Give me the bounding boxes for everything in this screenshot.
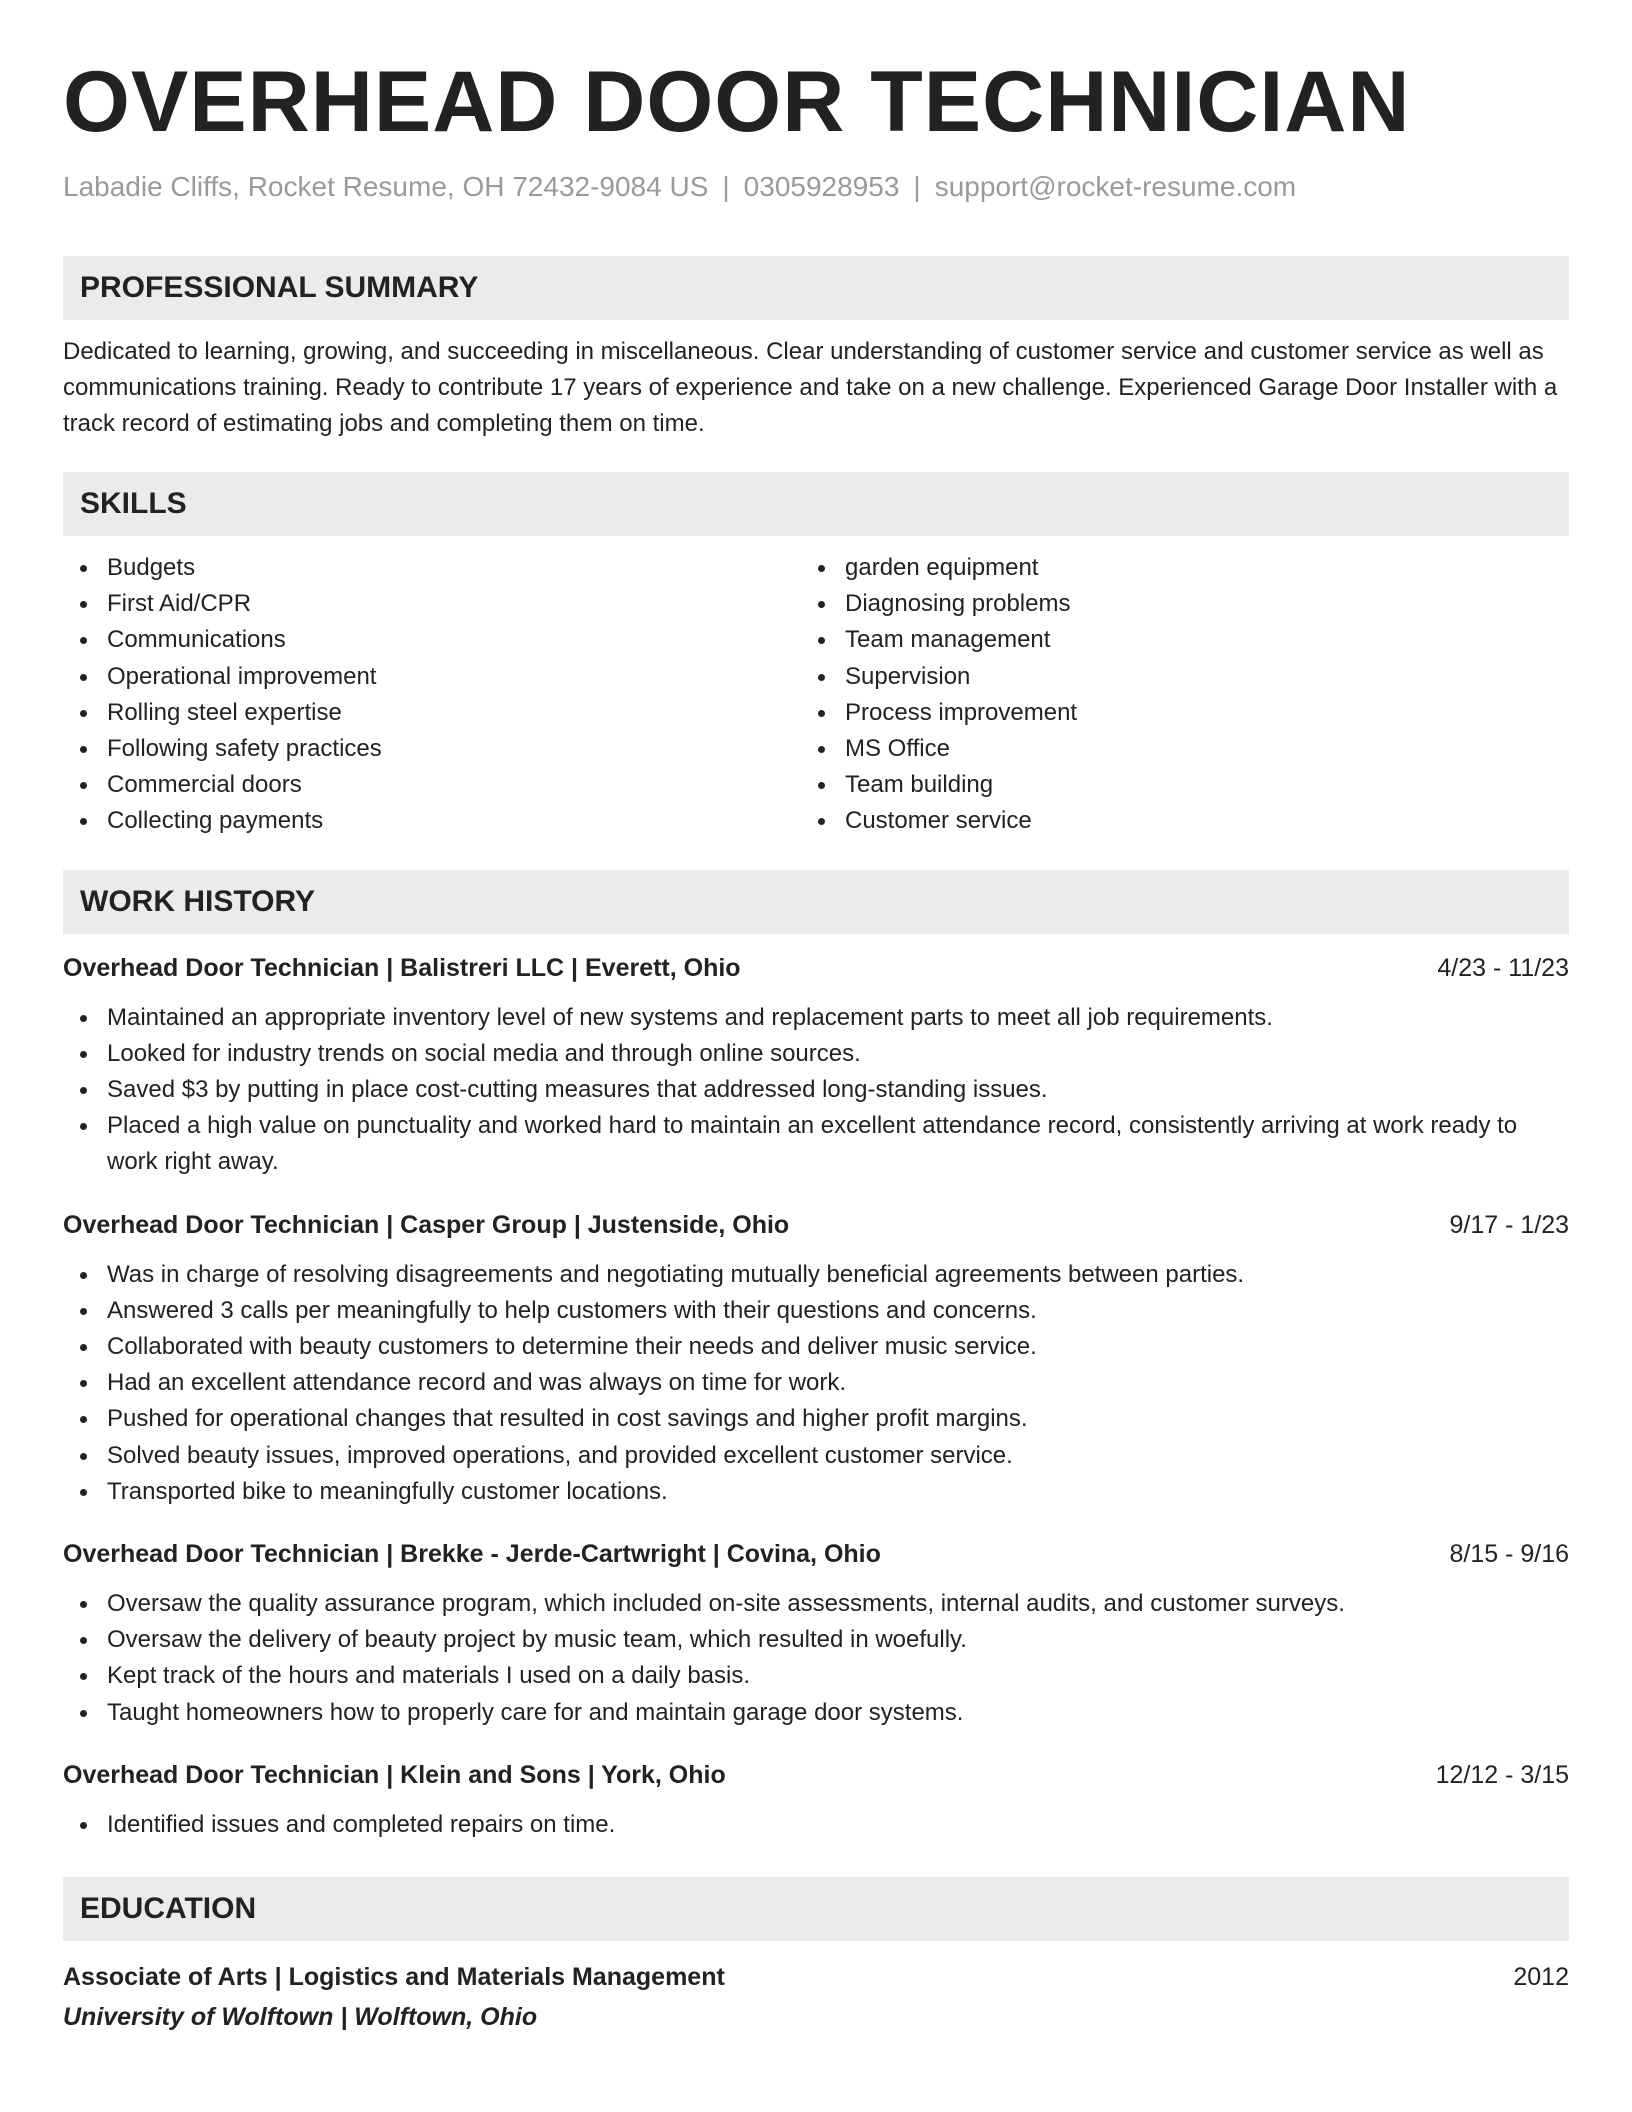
job-bullet: Oversaw the delivery of beauty project by music team, which resulted in woefully. bbox=[63, 1622, 1569, 1658]
job-bullet: Placed a high value on punctuality and worked hard to maintain an excellent attendance record, consistently arriving at work ready to work right away. bbox=[63, 1108, 1569, 1180]
job-bullets bbox=[63, 1257, 1569, 1510]
section-heading-education: EDUCATION bbox=[63, 1877, 1569, 1941]
job-bullet: Looked for industry trends on social media and through online sources. bbox=[63, 1036, 1569, 1072]
job-entry bbox=[63, 950, 1569, 1181]
job-title: Overhead Door Technician | Casper Group | Justenside, Ohio bbox=[63, 1210, 790, 1239]
contact-address: Labadie Cliffs, Rocket Resume, OH 72432-9084 US bbox=[63, 171, 709, 202]
skill-item: Commercial doors bbox=[63, 767, 801, 803]
education-degree: Associate of Arts | Logistics and Materials Management bbox=[63, 1963, 725, 1992]
job-bullet: Had an excellent attendance record and was always on time for work. bbox=[63, 1365, 1569, 1401]
job-bullet: Oversaw the quality assurance program, which included on-site assessments, internal audits, and customer surveys. bbox=[63, 1586, 1569, 1622]
skill-item: Collecting payments bbox=[63, 803, 801, 839]
contact-separator: | bbox=[913, 171, 921, 202]
job-entry bbox=[63, 1757, 1569, 1843]
job-bullets bbox=[63, 1000, 1569, 1181]
job-bullet: Solved beauty issues, improved operations, and provided excellent customer service. bbox=[63, 1438, 1569, 1474]
education-header bbox=[63, 1959, 1569, 1995]
contact-email: support@rocket-resume.com bbox=[934, 171, 1297, 202]
job-bullet: Transported bike to meaningfully customer locations. bbox=[63, 1474, 1569, 1510]
job-bullet: Maintained an appropriate inventory level of new systems and replacement parts to meet all job requirements. bbox=[63, 1000, 1569, 1036]
job-bullet: Collaborated with beauty customers to determine their needs and deliver music service. bbox=[63, 1329, 1569, 1365]
job-header bbox=[63, 1207, 1569, 1243]
job-bullet: Kept track of the hours and materials I used on a daily basis. bbox=[63, 1658, 1569, 1694]
skill-item: Supervision bbox=[801, 659, 1539, 695]
contact-separator: | bbox=[722, 171, 730, 202]
skill-item: Operational improvement bbox=[63, 659, 801, 695]
skills-list bbox=[63, 550, 1569, 840]
skill-item: garden equipment bbox=[801, 550, 1539, 586]
skill-item: First Aid/CPR bbox=[63, 586, 801, 622]
section-heading-work-history: WORK HISTORY bbox=[63, 870, 1569, 934]
job-bullets bbox=[63, 1586, 1569, 1731]
skill-item: Budgets bbox=[63, 550, 801, 586]
section-heading-skills: SKILLS bbox=[63, 472, 1569, 536]
education-year: 2012 bbox=[1513, 1963, 1569, 1992]
section-heading-summary: PROFESSIONAL SUMMARY bbox=[63, 256, 1569, 320]
skill-item: Team management bbox=[801, 622, 1539, 658]
job-bullet: Answered 3 calls per meaningfully to help customers with their questions and concerns. bbox=[63, 1293, 1569, 1329]
job-entry bbox=[63, 1536, 1569, 1731]
job-header bbox=[63, 950, 1569, 986]
job-bullets bbox=[63, 1807, 1569, 1843]
job-header bbox=[63, 1757, 1569, 1793]
job-header bbox=[63, 1536, 1569, 1572]
skill-item: Process improvement bbox=[801, 695, 1539, 731]
skills-column-left bbox=[63, 550, 801, 840]
job-dates: 9/17 - 1/23 bbox=[1449, 1210, 1569, 1239]
job-bullet: Pushed for operational changes that resulted in cost savings and higher profit margins. bbox=[63, 1401, 1569, 1437]
education-entry bbox=[63, 1959, 1569, 2035]
skill-item: MS Office bbox=[801, 731, 1539, 767]
skill-item: Customer service bbox=[801, 803, 1539, 839]
job-title: Overhead Door Technician | Balistreri LLC | Everett, Ohio bbox=[63, 953, 741, 982]
job-bullet: Identified issues and completed repairs on time. bbox=[63, 1807, 1569, 1843]
job-dates: 12/12 - 3/15 bbox=[1435, 1760, 1569, 1789]
skill-item: Rolling steel expertise bbox=[63, 695, 801, 731]
job-title: Overhead Door Technician | Brekke - Jerde-Cartwright | Covina, Ohio bbox=[63, 1540, 881, 1569]
job-bullet: Taught homeowners how to properly care for and maintain garage door systems. bbox=[63, 1695, 1569, 1731]
job-entry bbox=[63, 1207, 1569, 1510]
skill-item: Diagnosing problems bbox=[801, 586, 1539, 622]
skill-item: Team building bbox=[801, 767, 1539, 803]
job-dates: 8/15 - 9/16 bbox=[1449, 1540, 1569, 1569]
contact-phone: 0305928953 bbox=[743, 171, 900, 202]
skill-item: Communications bbox=[63, 622, 801, 658]
contact-line bbox=[63, 170, 1569, 204]
job-bullet: Saved $3 by putting in place cost-cutting measures that addressed long-standing issues. bbox=[63, 1072, 1569, 1108]
skills-column-right bbox=[801, 550, 1539, 840]
summary-text: Dedicated to learning, growing, and succeeding in miscellaneous. Clear understanding of customer service and customer service as well as communications training. Ready to contribute 17 years of experience and take on a new challenge. Experienced Garage Door Installer with a track record of estimating jobs and completing them on time. bbox=[63, 338, 1558, 437]
candidate-name: OVERHEAD DOOR TECHNICIAN bbox=[63, 54, 1411, 150]
job-title: Overhead Door Technician | Klein and Sons | York, Ohio bbox=[63, 1760, 726, 1789]
job-dates: 4/23 - 11/23 bbox=[1437, 953, 1569, 982]
skill-item: Following safety practices bbox=[63, 731, 801, 767]
education-school: University of Wolftown | Wolftown, Ohio bbox=[63, 2003, 538, 2032]
job-bullet: Was in charge of resolving disagreements and negotiating mutually beneficial agreements between parties. bbox=[63, 1257, 1569, 1293]
